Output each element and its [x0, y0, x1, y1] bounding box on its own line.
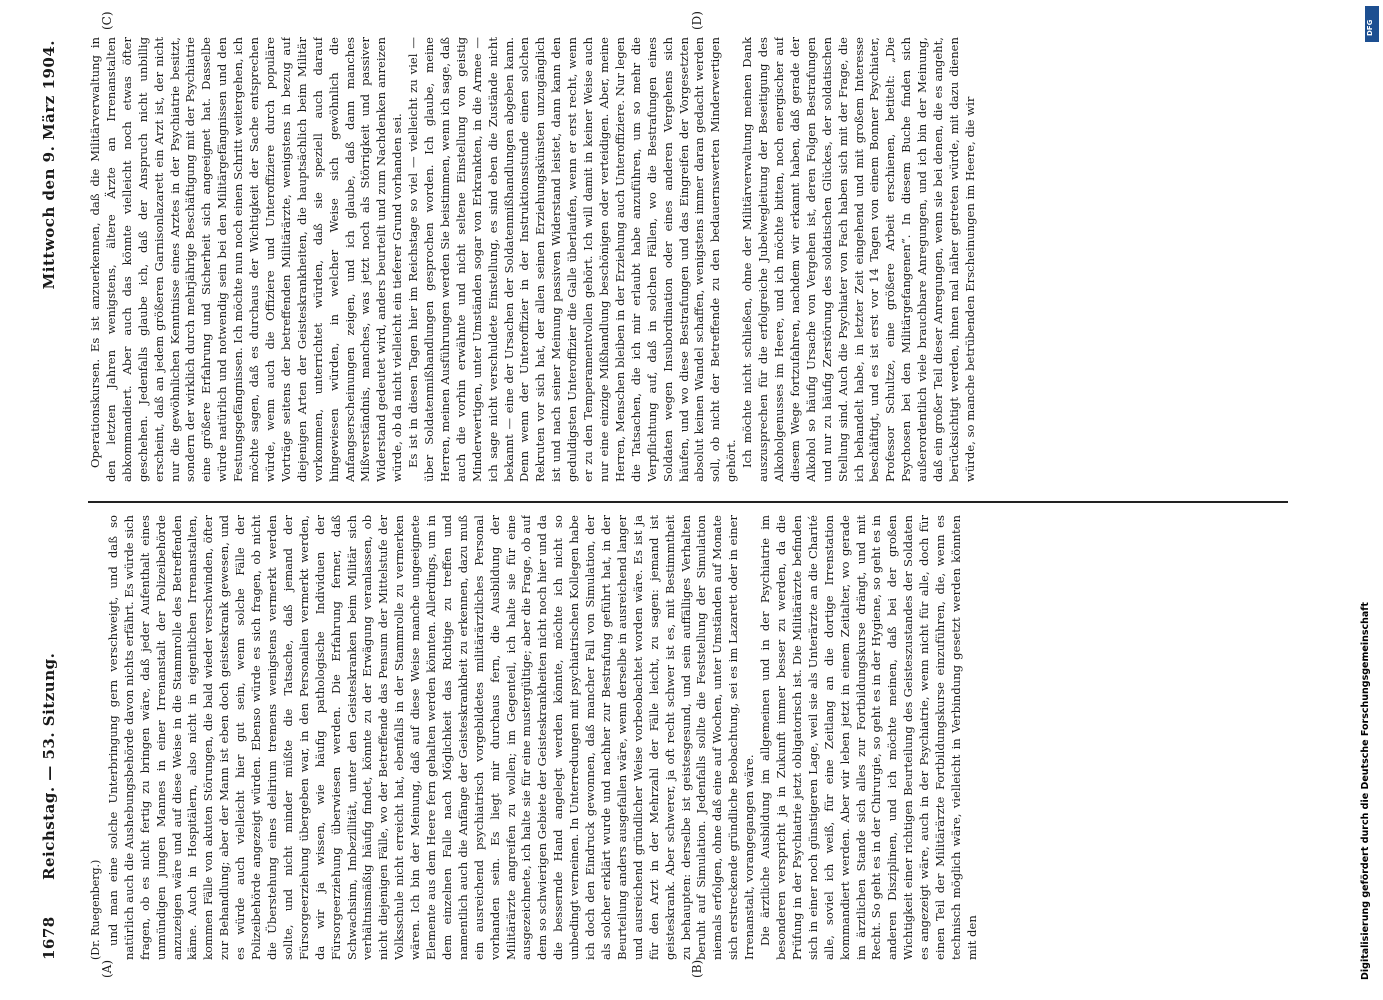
digitization-note-text: Digitalisierung gefördert durch die Deutsche Forschungsgemeinschaft: [1360, 602, 1371, 980]
paragraph: Die ärztliche Ausbildung im allgemeinen und in der Psychiatrie im besonderen verspricht ja in Zukunft immer besser zu werden, da die Prüfung in der Psychiatrie jetzt obligatorisch ist. Die Militärärzte befinden sich in einer noch günstigeren Lage, weil sie als Unterärzte an die Charité alle, soviel ich weiß, für eine Zeitlang an die dortige Irrenstation kommandiert werden. Aber wir leben jetzt in einem Zeitalter, wo gerade im ärztlichen Stande sich alles zur Fortbildungskurse drängt, und mit Recht. So geht es in der Chirurgie, so geht es in der Hygiene, so geht es in anderen Disziplinen, und ich möchte meinen, daß bei der großen Wichtigkeit einer richtigen Beurteilung des Geisteszustandes der Soldaten es angezeigt wäre, auch in der Psychiatrie, wenn nicht für alle, doch für einen Teil der Militärärzte Fortbildungskurse einzuführen, die, wenn es technisch möglich wäre, vielleicht in Verbindung gesetzt werden könnten mit den: [758, 515, 979, 960]
dfg-logo-text: DFG: [1366, 19, 1374, 36]
margin-marker-c: (C): [100, 11, 114, 30]
column-divider: [88, 501, 1288, 503]
paragraph: und man eine solche Unterbringung gern verschweigt, und daß so natürlich auch die Aushebungsbehörde davon nichts erfährt. Es würde sich fragen, ob es nicht fertig zu bringen wäre, daß jeder Aufenthalt eines unmündigen jungen Mannes in einer Irrenanstalt der Polizeibehörde anzuzeigen wäre und auf diese Weise in die Stammrolle des Betreffenden käme. Auch in Hospitälern, also nicht in eigentlichen Irrenanstalten, kommen Fälle von akuten Störungen, die bald wieder verschwinden, öfter zur Behandlung; aber der Mann ist eben doch geisteskrank gewesen, und es würde auch vielleicht hier gut sein, wenn solche Fälle der Polizeibehörde angezeigt würden. Ebenso würde es sich fragen, ob nicht die Überstehung eines delirium tremens wenigstens vermerkt werden sollte, und nicht minder müßte die Tatsache, daß jemand der Fürsorgeerziehung übergeben war, in den Personalien vermerkt werden, da wir ja wissen, wie häufig pathologische Individuen der Fürsorgeerziehung überwiesen werden. Die Erfahrung ferner, daß Schwachsinn, Imbezillität, unter den Geisteskranken beim Militär sich verhältnismäßig häufig findet, könnte zu der Erwägung veranlassen, ob nicht diejenigen Fälle, wo der Betreffende das Pensum der Mittelstufe der Volksschule nicht erreicht hat, ebenfalls in der Stammrolle zu vermerken wären. Ich bin der Meinung, daß auf diese Weise manche ungeeignete Elemente aus dem Heere fern gehalten werden könnten. Allerdings, um in dem einzelnen Falle nach Möglichkeit das Richtige zu treffen und namentlich auch die Anfänge der Geisteskrankheit zu erkennen, dazu muß ein ausreichend psychiatrisch vorgebildetes militärärztliches Personal vorhanden sein. Es liegt mir durchaus fern, die Ausbildung der Militärärzte angreifen zu wollen; im Gegenteil, ich halte sie für eine ausgezeichnete, ich halte sie für eine mustergültige; aber die Frage, ob auf dem so schwierigen Gebiete der Geisteskrankheiten nicht noch hier und da die bessernde Hand angelegt werden könnte, möchte ich nicht so unbedingt verneinen. In Unterredungen mit psychiatrischen Kollegen habe ich doch den Eindruck gewonnen, daß mancher Fall von Simulation, der als solcher erklärt wurde und nachher zur Bestrafung geführt hat, in der Beurteilung anders ausgefallen wäre, wenn derselbe in ausreichend langer und ausreichend gründlicher Weise vorbeobachtet worden wäre. Es ist ja für den Arzt in der Mehrzahl der Fälle leicht, zu sagen: jemand ist geisteskrank. Aber schwerer, ja oft recht schwer ist es, mit Bestimmtheit zu behaupten: derselbe ist geistesgesund, und sein auffälliges Verhalten beruht auf Simulation. Jedenfalls sollte die Feststellung der Simulation niemals erfolgen, ohne daß eine auf Wochen, unter Umständen auf Monate sich erstreckende gründliche Beobachtung, sei es im Lazarett oder in einer Irrenanstalt, vorangegangen wäre.: [105, 515, 757, 960]
page-number: 1678: [40, 916, 58, 960]
margin-marker-b: (B): [690, 959, 704, 978]
left-column: [88, 515, 1288, 960]
paragraph: Operationskursen. Es ist anzuerkennen, daß die Militärverwaltung in den letzten Jahren wenigstens, ältere Ärzte an Irrenanstalten abkommandiert. Aber auch das könnte vielleicht noch etwas öfter geschehen. Jedenfalls glaube ich, daß der Anspruch nicht unbillig erscheint, daß an jedem größeren Garnisonlazarett ein Arzt ist, der nicht nur die gewöhnlichen Kenntnisse eines Arztes in der Psychiatrie besitzt, sondern der wirklich durch mehrjährige Beschäftigung mit der Psychiatrie eine größere Erfahrung und Sicherheit sich angeeignet hat. Dasselbe würde natürlich und notwendig sein bei den Militärgefängnissen und den Festungsgefängnissen. Ich möchte nun noch einen Schritt weitergehen, ich möchte sagen, daß es durchaus der Wichtigkeit der Sache entsprechen würde, wenn auch die Offiziere und Unteroffiziere durch populäre Vorträge seitens der betreffenden Militärärzte, wenigstens in bezug auf diejenigen Arten der Geisteskrankheiten, die hauptsächlich beim Militär vorkommen, unterrichtet würden, daß sie speziell auch darauf hingewiesen würden, in welcher Weise sich gewöhnlich die Anfangserscheinungen zeigen, und ich glaube, daß dann manches Mißverständnis, manches, was jetzt noch als Störrigkeit und passiver Widerstand gedeutet wird, anders beurteilt und zum Nachdenken anreizen würde, ob da nicht vielleicht ein tieferer Grund vorhanden sei.: [88, 37, 405, 482]
margin-marker-d: (D): [690, 11, 704, 30]
page-header: [40, 40, 70, 960]
paragraph: Ich möchte nicht schließen, ohne der Militärverwaltung meinen Dank auszusprechen für die erfolgreiche Jubelwegleitung der Beseitigung des Alkoholgenusses im Heere, und ich möchte bitten, noch energischer auf diesem Wege fortzufahren, nachdem wir erkannt haben, daß gerade der Alkohol so häufig Ursache von Vergehen ist, deren Folgen Bestrafungen und nur zu häufig Zerstörung des soldatischen Glückes, der soldatischen Stellung sind. Auch die Psychiater von Fach haben sich mit der Frage, die ich behandelt habe, in letzter Zeit eingehend und mit großem Interesse beschäftigt, und es ist erst vor 14 Tagen von einem Bonner Psychiater, Professor Schultze, eine größere Arbeit erschienen, betitelt: „Die Psychosen bei den Militärgefangenen“. In diesem Buche finden sich außerordentlich viele brauchbare Anregungen, und ich bin der Meinung, daß ein großer Teil dieser Anregungen, wenn sie bei denen, die es angeht, berücksichtigt werden, ihnen mal näher getreten würde, mit dazu dienen würde, so manche betrübenden Erscheinungen im Heere, die wir: [740, 37, 977, 482]
session-title: Reichstag. — 53. Sitzung.: [40, 652, 58, 880]
digitization-note: [1360, 20, 1382, 980]
right-column: [88, 37, 1288, 482]
margin-marker-a: (A): [100, 959, 114, 978]
paragraph: Es ist in diesen Tagen hier im Reichstage so viel — vielleicht zu viel — über Soldatenmißhandlungen gesprochen worden. Ich glaube, meine Herren, meinen Ausführungen werden Sie beistimmen, wenn ich sage, daß auch die vorhin erwähnte und nicht seltene Einstellung von geistig Minderwertigen, unter Umständen sogar von Erkrankten, in die Armee — ich sage nicht verschuldete Einstellung, es sind eben die Zustände nicht bekannt — eine der Ursachen der Soldatenmißhandlungen abgeben kann. Denn wenn der Unteroffizier in der Instruktionsstunde einen solchen Rekruten vor sich hat, der allen seinen Erziehungskünsten unzugänglich ist und nach seiner Meinung passiven Widerstand leistet, dann kann den geduldigsten Unteroffizier die Galle überlaufen, wenn er erst recht, wenn er zu den Temperamentvollen gehört. Ich will damit in keiner Weise auch nur eine einzige Mißhandlung beschönigen oder verteidigen. Aber, meine Herren, Menschen bleiben in der Erziehung auch Unteroffiziere. Nur legen die Tatsachen, die ich mir erlaubt habe anzuführen, um so mehr die Verpflichtung auf, daß in solchen Fällen, wo die Bestrafungen eines Soldaten wegen Insubordination oder eines anderen Vergehens sich häufen, und wo diese Bestrafungen und das Eingreifen der Vorgesetzten absolut keinen Wandel schaffen, wenigstens immer daran gedacht werden soll, ob nicht der Betreffende zu den bedauernswerten Minderwertigen gehört.: [406, 37, 739, 482]
speaker-attribution: (Dr. Ruegenberg.): [89, 859, 102, 960]
session-date: Mittwoch den 9. März 1904.: [40, 40, 58, 290]
